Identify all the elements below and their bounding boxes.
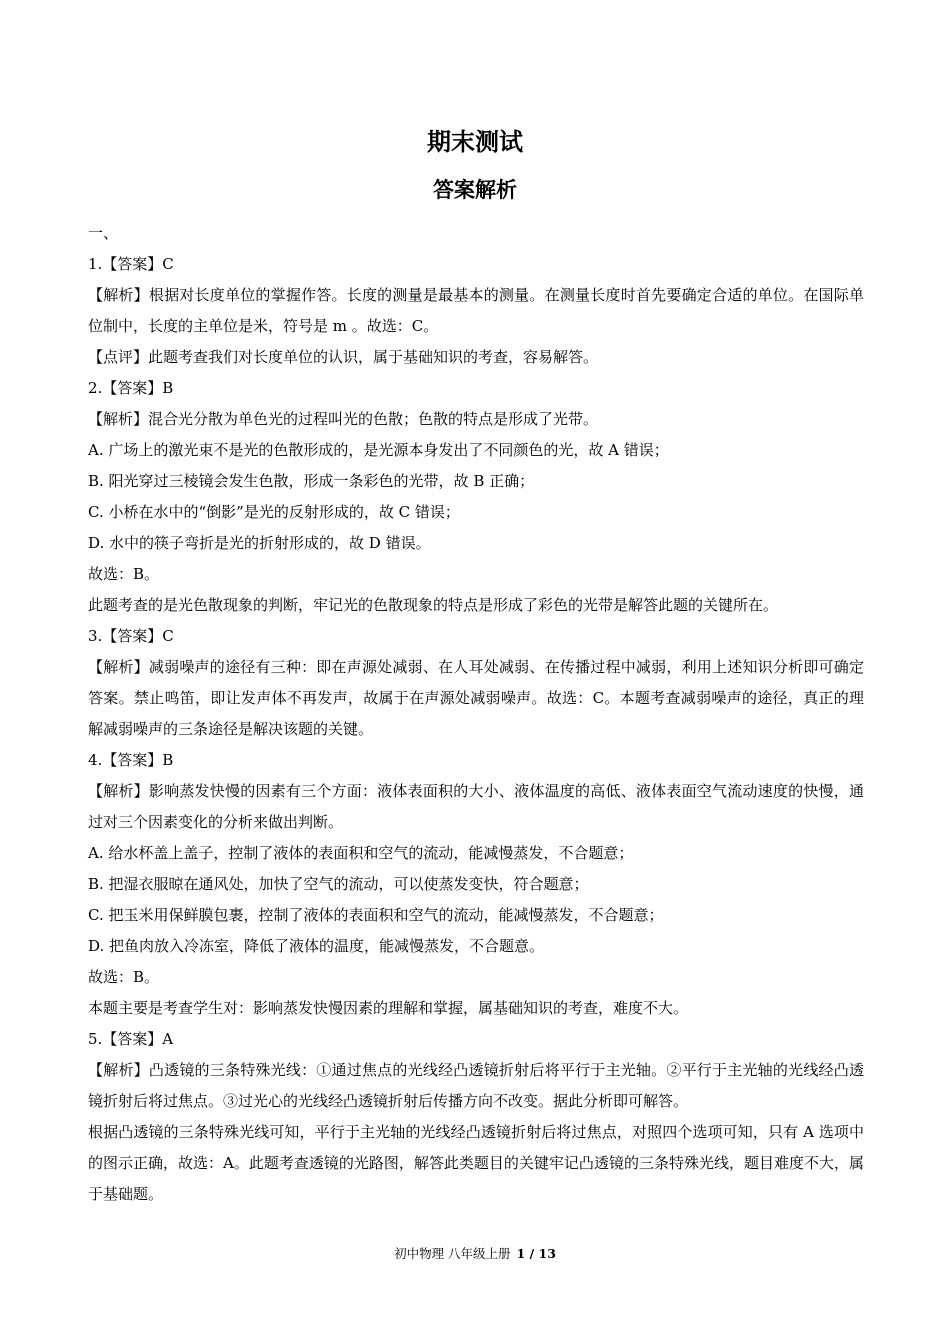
option-2c: C. 小桥在水中的“倒影”是光的反射形成的，故 C 错误； [88,503,460,521]
answer-2: 2.【答案】B [88,379,174,397]
page-title: 期末测试 [427,128,523,156]
page-subtitle: 答案解析 [433,178,517,202]
document-body [88,218,864,1210]
analysis-4: 【解析】影响蒸发快慢的因素有三个方面：液体表面积的大小、液体温度的高低、液体表面空气流动速度的快慢，通过对三个因素变化的分析来做出判断。 [88,782,864,831]
option-4a: A. 给水杯盖上盖子，控制了液体的表面积和空气的流动，能减慢蒸发，不合题意； [88,844,634,862]
choice-4: 故选：B。 [88,968,160,986]
option-4b: B. 把湿衣服晾在通风处，加快了空气的流动，可以使蒸发变快，符合题意； [88,875,589,893]
answer-4: 4.【答案】B [88,751,174,769]
comment-1: 【点评】此题考查我们对长度单位的认识，属于基础知识的考查，容易解答。 [88,348,599,366]
analysis-3: 【解析】减弱噪声的途径有三种：即在声源处减弱、在人耳处减弱、在传播过程中减弱，利用上述知识分析即可确定答案。禁止鸣笛，即让发声体不再发声，故属于在声源处减弱噪声。故选：C。本题考查减弱噪声的途径，真正的理解减弱噪声的三条途径是解决该题的关键。 [88,658,864,738]
answer-1: 1.【答案】C [88,255,174,273]
summary-4: 本题主要是考查学生对：影响蒸发快慢因素的理解和掌握，属基础知识的考查，难度不大。 [88,999,689,1017]
summary-2: 此题考查的是光色散现象的判断，牢记光的色散现象的特点是形成了彩色的光带是解答此题的关键所在。 [88,596,779,614]
answer-3: 3.【答案】C [88,627,174,645]
option-4d: D. 把鱼肉放入冷冻室，降低了液体的温度，能减慢蒸发，不合题意。 [88,937,545,955]
analysis-5: 【解析】凸透镜的三条特殊光线：①通过焦点的光线经凸透镜折射后将平行于主光轴。②平行于主光轴的光线经凸透镜折射后将过焦点。③过光心的光线经凸透镜折射后传播方向不改变。据此分析即可解答。 [88,1061,864,1110]
choice-2: 故选：B。 [88,565,160,583]
answer-5: 5.【答案】A [88,1030,174,1048]
section-heading: 一、 [88,224,119,242]
option-2d: D. 水中的筷子弯折是光的折射形成的，故 D 错误。 [88,534,431,552]
analysis-2: 【解析】混合光分散为单色光的过程叫光的色散；色散的特点是形成了光带。 [88,410,599,428]
option-2a: A. 广场上的激光束不是光的色散形成的，是光源本身发出了不同颜色的光，故 A 错误； [88,441,669,459]
footer-course: 初中物理 八年级上册 [394,1246,511,1261]
page-footer [0,1244,950,1264]
analysis-1: 【解析】根据对长度单位的掌握作答。长度的测量是最基本的测量。在测量长度时首先要确定合适的单位。在国际单位制中，长度的主单位是米，符号是 m 。故选：C。 [88,286,864,335]
summary-5: 根据凸透镜的三条特殊光线可知，平行于主光轴的光线经凸透镜折射后将过焦点，对照四个选项可知，只有 A 选项中的图示正确，故选：A。此题考查透镜的光路图，解答此类题目的关键牢记凸透镜的三条特殊光线，题目难度不大，属于基础题。 [88,1123,864,1203]
option-4c: C. 把玉米用保鲜膜包裹，控制了液体的表面积和空气的流动，能减慢蒸发，不合题意； [88,906,664,924]
option-2b: B. 阳光穿过三棱镜会发生色散，形成一条彩色的光带，故 B 正确； [88,472,535,490]
page-number: 1 / 13 [516,1246,556,1261]
